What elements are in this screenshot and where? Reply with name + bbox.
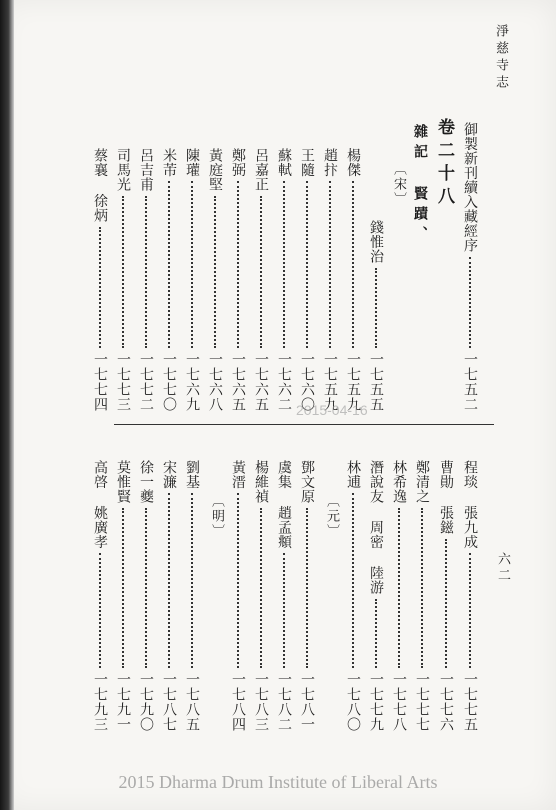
entry-name: 趙抃: [322, 148, 338, 177]
entry-page: 一七六八: [207, 352, 223, 412]
toc-entry-preface[interactable]: [462, 122, 478, 412]
toc-entry[interactable]: [115, 460, 131, 732]
entry-name: 虞集 趙孟頫: [276, 460, 292, 549]
leader-dots: [329, 181, 331, 348]
entry-page: 一七七二: [138, 352, 154, 412]
entry-page: 一七六五: [253, 352, 269, 412]
leader-dots: [122, 508, 124, 669]
entry-page: 一七六〇: [299, 352, 315, 412]
leader-dots: [237, 493, 239, 668]
toc-entry[interactable]: [161, 148, 177, 412]
entry-name: 鄧文原: [299, 460, 315, 504]
book-title: 淨慈寺志: [493, 24, 508, 92]
leader-dots: [283, 553, 285, 668]
entry-name: 曹勛 張鎡: [438, 460, 454, 535]
entry-name: 莫惟賢: [115, 460, 131, 504]
leader-dots: [145, 508, 147, 669]
leader-dots: [260, 508, 262, 669]
entry-page: 一七七五: [462, 672, 478, 732]
leader-dots: [168, 493, 170, 668]
entry-name: 米芾: [161, 148, 177, 177]
entry-page: 一七六九: [184, 352, 200, 412]
toc-entry[interactable]: [276, 148, 292, 412]
leader-dots: [145, 196, 147, 349]
entry-name: 宋濂: [161, 460, 177, 489]
dynasty-heading-yuan: 〔元〕: [324, 494, 339, 539]
entry-name: 黃庭堅: [207, 148, 223, 192]
entry-page: 一七七〇: [161, 352, 177, 412]
toc-entry[interactable]: [299, 148, 315, 412]
entry-name: 楊傑: [345, 148, 361, 177]
toc-entry[interactable]: [230, 148, 246, 412]
dynasty-heading-ming: 〔明〕: [209, 494, 224, 539]
entry-page: 一七五九: [322, 352, 338, 412]
leader-dots: [191, 493, 193, 668]
section-divider: [114, 424, 494, 425]
entry-name: 鄭清之: [414, 460, 430, 504]
entry-page: 一七七七: [414, 672, 430, 732]
entry-page: 一七八二: [276, 672, 292, 732]
leader-dots: [237, 181, 239, 348]
entry-name: 劉基: [184, 460, 200, 489]
leader-dots: [168, 181, 170, 348]
toc-entry[interactable]: [368, 460, 384, 732]
leader-dots: [375, 268, 377, 349]
leader-dots: [352, 493, 354, 668]
leader-dots: [214, 196, 216, 349]
toc-entry[interactable]: [230, 460, 246, 732]
entry-page: 一七八〇: [345, 672, 361, 732]
entry-page: 一七九一: [115, 672, 131, 732]
entry-name: 楊維禎: [253, 460, 269, 504]
leader-dots: [306, 181, 308, 348]
leader-dots: [122, 196, 124, 349]
entry-name: 程琰 張九成: [462, 460, 478, 549]
leader-dots: [99, 227, 101, 349]
leader-dots: [352, 181, 354, 348]
entry-name: 林希逸: [391, 460, 407, 504]
entry-page: 一七五九: [345, 352, 361, 412]
entry-name: 高啓 姚廣孝: [92, 460, 108, 549]
toc-entry[interactable]: [138, 148, 154, 412]
toc-entry[interactable]: [115, 148, 131, 412]
toc-entry[interactable]: [299, 460, 315, 732]
entry-page: 一七五五: [368, 352, 384, 412]
toc-entry[interactable]: [368, 220, 384, 412]
entry-name: 王隨: [299, 148, 315, 177]
toc-entry[interactable]: [345, 148, 361, 412]
toc-entry[interactable]: [462, 460, 478, 732]
toc-entry[interactable]: [438, 460, 454, 732]
entry-page: 一七八一: [299, 672, 315, 732]
page-number: 六二: [495, 552, 510, 584]
toc-entry[interactable]: [253, 148, 269, 412]
entry-name: 黃溍: [230, 460, 246, 489]
toc-entry[interactable]: [345, 460, 361, 732]
leader-dots: [445, 539, 447, 669]
entry-page: 一七九〇: [138, 672, 154, 732]
entry-page: 一七六五: [230, 352, 246, 412]
leader-dots: [375, 599, 377, 669]
entry-page: 一七七八: [391, 672, 407, 732]
entry-name: 蘇軾: [276, 148, 292, 177]
leader-dots: [421, 508, 423, 669]
entry-name: 陳瓘: [184, 148, 200, 177]
entry-page: 一七七六: [438, 672, 454, 732]
entry-name: 御製新刊續入藏經序: [462, 122, 478, 253]
entry-page: 一七八四: [230, 672, 246, 732]
toc-entry[interactable]: [391, 460, 407, 732]
toc-entry[interactable]: [184, 148, 200, 412]
leader-dots: [191, 181, 193, 348]
leader-dots: [99, 553, 101, 668]
toc-entry[interactable]: [207, 148, 223, 412]
entry-page: 一七七三: [115, 352, 131, 412]
entry-page: 一七七九: [368, 672, 384, 732]
toc-entry[interactable]: [276, 460, 292, 732]
leader-dots: [306, 508, 308, 669]
toc-entry[interactable]: [138, 460, 154, 732]
dynasty-heading-song: 〔宋〕: [391, 162, 406, 207]
scan-edge: [0, 0, 14, 810]
leader-dots: [260, 196, 262, 349]
leader-dots: [469, 553, 471, 668]
entry-name: 林逋: [345, 460, 361, 489]
entry-page: 一七七四: [92, 352, 108, 412]
entry-name: 蔡襄 徐炳: [92, 148, 108, 223]
entry-page: 一七五二: [462, 352, 478, 412]
toc-entry[interactable]: [253, 460, 269, 732]
footer-watermark: 2015 Dharma Drum Institute of Liberal Arts: [118, 772, 438, 792]
section-title: 雜記 賢蹟、: [412, 124, 428, 246]
toc-entry[interactable]: [161, 460, 177, 732]
toc-entry[interactable]: [92, 460, 108, 732]
entry-page: 一七九三: [92, 672, 108, 732]
leader-dots: [469, 257, 471, 349]
entry-page: 一七六二: [276, 352, 292, 412]
entry-name: 錢惟治: [368, 220, 384, 264]
entry-page: 一七八七: [161, 672, 177, 732]
chapter-title: 卷二十八: [434, 118, 454, 210]
entry-name: 司馬光: [115, 148, 131, 192]
entry-page: 一七八三: [253, 672, 269, 732]
date-watermark: 2015-04-16: [296, 402, 368, 418]
toc-entry[interactable]: [92, 148, 108, 412]
entry-page: 一七八五: [184, 672, 200, 732]
entry-name: 呂吉甫: [138, 148, 154, 192]
toc-entry[interactable]: [322, 148, 338, 412]
leader-dots: [398, 508, 400, 669]
entry-name: 呂嘉正: [253, 148, 269, 192]
entry-name: 鄭弼: [230, 148, 246, 177]
toc-entry[interactable]: [184, 460, 200, 732]
toc-entry[interactable]: [414, 460, 430, 732]
leader-dots: [283, 181, 285, 348]
entry-name: 徐一夔: [138, 460, 154, 504]
entry-name: 潛說友 周密 陸游: [368, 460, 384, 595]
